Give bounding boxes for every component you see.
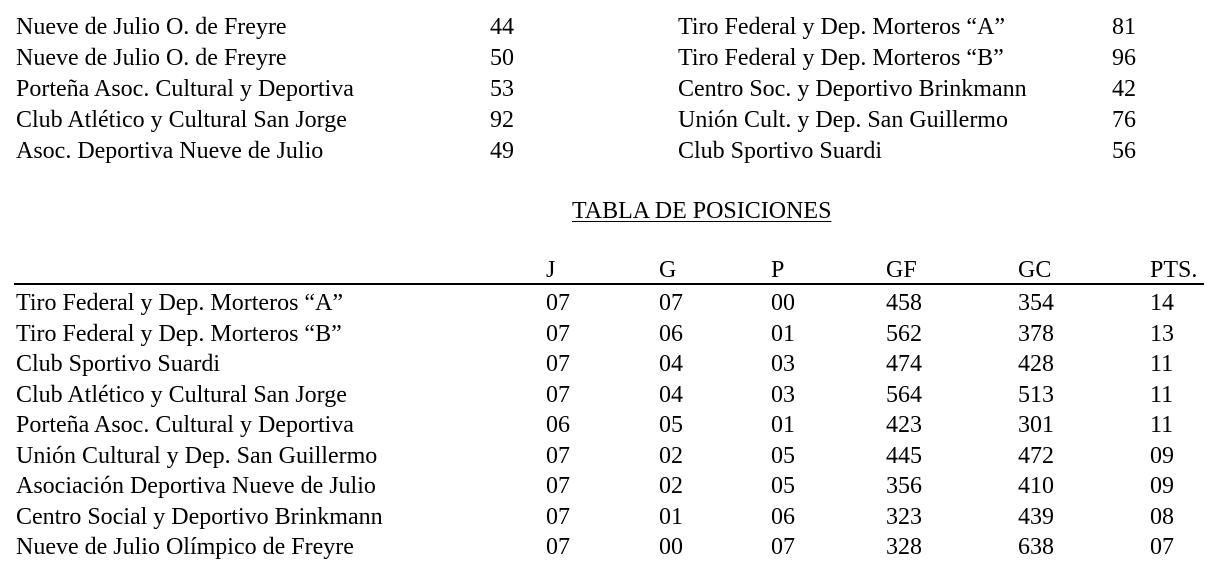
- result-team: Club Sportivo Suardi: [678, 138, 883, 164]
- lost-value: 03: [771, 351, 795, 377]
- lost-value: 00: [771, 290, 795, 316]
- won-value: 02: [659, 473, 683, 499]
- won-value: 00: [659, 534, 683, 560]
- result-team: Nueve de Julio O. de Freyre: [16, 14, 287, 40]
- result-team: Nueve de Julio O. de Freyre: [16, 45, 287, 71]
- won-value: 01: [659, 503, 683, 530]
- table-row: [0, 380, 1217, 411]
- goals-for-value: 562: [886, 320, 922, 347]
- played-value: 07: [546, 473, 570, 499]
- lost-value: 03: [771, 381, 795, 408]
- won-value: 02: [659, 442, 683, 469]
- lost-value: 06: [771, 503, 795, 530]
- table-row: [0, 349, 1217, 380]
- goals-for-value: 564: [886, 381, 922, 408]
- team-name: Tiro Federal y Dep. Morteros “A”: [16, 290, 344, 316]
- goals-against-value: 513: [1018, 381, 1054, 408]
- result-score: 42: [1112, 76, 1136, 102]
- goals-against-value: 472: [1018, 442, 1054, 469]
- result-score: 92: [490, 107, 514, 133]
- team-name: Tiro Federal y Dep. Morteros “B”: [16, 320, 342, 347]
- team-name: Porteña Asoc. Cultural y Deportiva: [16, 412, 354, 438]
- table-row: [0, 471, 1217, 502]
- played-value: 06: [546, 412, 570, 438]
- table-header: [0, 257, 1217, 283]
- goals-against-value: 439: [1018, 503, 1054, 530]
- table-row: [0, 532, 1217, 563]
- standings-header-row: [0, 257, 1217, 283]
- lost-value: 05: [771, 442, 795, 469]
- result-score: 81: [1112, 14, 1136, 40]
- team-name: Club Sportivo Suardi: [16, 351, 221, 377]
- team-name: Asociación Deportiva Nueve de Julio: [16, 473, 376, 499]
- won-value: 04: [659, 381, 683, 408]
- table-row: [0, 319, 1217, 350]
- won-value: 04: [659, 351, 683, 377]
- goals-for-value: 328: [886, 534, 922, 560]
- standings-table-body: [0, 288, 1217, 563]
- team-name: Nueve de Julio Olímpico de Freyre: [16, 534, 354, 560]
- column-header-gc: GC: [1018, 257, 1052, 283]
- result-team: Centro Soc. y Deportivo Brinkmann: [678, 76, 1027, 102]
- goals-for-value: 474: [886, 351, 922, 377]
- played-value: 07: [546, 381, 570, 408]
- lost-value: 01: [771, 320, 795, 347]
- goals-against-value: 301: [1018, 412, 1054, 438]
- lost-value: 01: [771, 412, 795, 438]
- standings-title: TABLA DE POSICIONES: [572, 198, 832, 224]
- lost-value: 07: [771, 534, 795, 560]
- column-header-pts: PTS.: [1150, 257, 1198, 283]
- result-score: 44: [490, 14, 514, 40]
- column-header-j: J: [546, 257, 556, 283]
- table-row: [0, 502, 1217, 533]
- goals-against-value: 354: [1018, 290, 1054, 316]
- goals-against-value: 410: [1018, 473, 1054, 499]
- result-team: Asoc. Deportiva Nueve de Julio: [16, 138, 324, 164]
- result-score: 49: [490, 138, 514, 164]
- column-header-g: G: [659, 257, 677, 283]
- goals-against-value: 638: [1018, 534, 1054, 560]
- won-value: 05: [659, 412, 683, 438]
- result-team: Tiro Federal y Dep. Morteros “A”: [678, 14, 1006, 40]
- played-value: 07: [546, 320, 570, 347]
- goals-for-value: 323: [886, 503, 922, 530]
- result-score: 76: [1112, 107, 1136, 133]
- team-name: Club Atlético y Cultural San Jorge: [16, 381, 347, 408]
- points-value: 14: [1150, 290, 1174, 316]
- team-name: Unión Cultural y Dep. San Guillermo: [16, 442, 378, 469]
- points-value: 11: [1150, 381, 1174, 408]
- goals-against-value: 378: [1018, 320, 1054, 347]
- played-value: 07: [546, 503, 570, 530]
- won-value: 07: [659, 290, 683, 316]
- goals-against-value: 428: [1018, 351, 1054, 377]
- result-team: Unión Cult. y Dep. San Guillermo: [678, 107, 1008, 133]
- column-header-gf: GF: [886, 257, 917, 283]
- goals-for-value: 445: [886, 442, 922, 469]
- table-row: [0, 441, 1217, 472]
- points-value: 09: [1150, 442, 1174, 469]
- goals-for-value: 423: [886, 412, 922, 438]
- points-value: 07: [1150, 534, 1174, 560]
- table-row: [0, 410, 1217, 441]
- played-value: 07: [546, 442, 570, 469]
- points-value: 13: [1150, 320, 1174, 347]
- goals-for-value: 458: [886, 290, 922, 316]
- header-divider: [14, 283, 1204, 285]
- result-score: 96: [1112, 45, 1136, 71]
- result-team: Tiro Federal y Dep. Morteros “B”: [678, 45, 1004, 71]
- points-value: 11: [1150, 351, 1174, 377]
- result-score: 53: [490, 76, 514, 102]
- points-value: 08: [1150, 503, 1174, 530]
- result-team: Club Atlético y Cultural San Jorge: [16, 107, 347, 133]
- result-score: 50: [490, 45, 514, 71]
- lost-value: 05: [771, 473, 795, 499]
- column-header-p: P: [771, 257, 785, 283]
- table-row: [0, 288, 1217, 319]
- played-value: 07: [546, 351, 570, 377]
- played-value: 07: [546, 534, 570, 560]
- goals-for-value: 356: [886, 473, 922, 499]
- points-value: 11: [1150, 412, 1174, 438]
- team-name: Centro Social y Deportivo Brinkmann: [16, 503, 383, 530]
- points-value: 09: [1150, 473, 1174, 499]
- result-team: Porteña Asoc. Cultural y Deportiva: [16, 76, 354, 102]
- result-score: 56: [1112, 138, 1136, 164]
- won-value: 06: [659, 320, 683, 347]
- played-value: 07: [546, 290, 570, 316]
